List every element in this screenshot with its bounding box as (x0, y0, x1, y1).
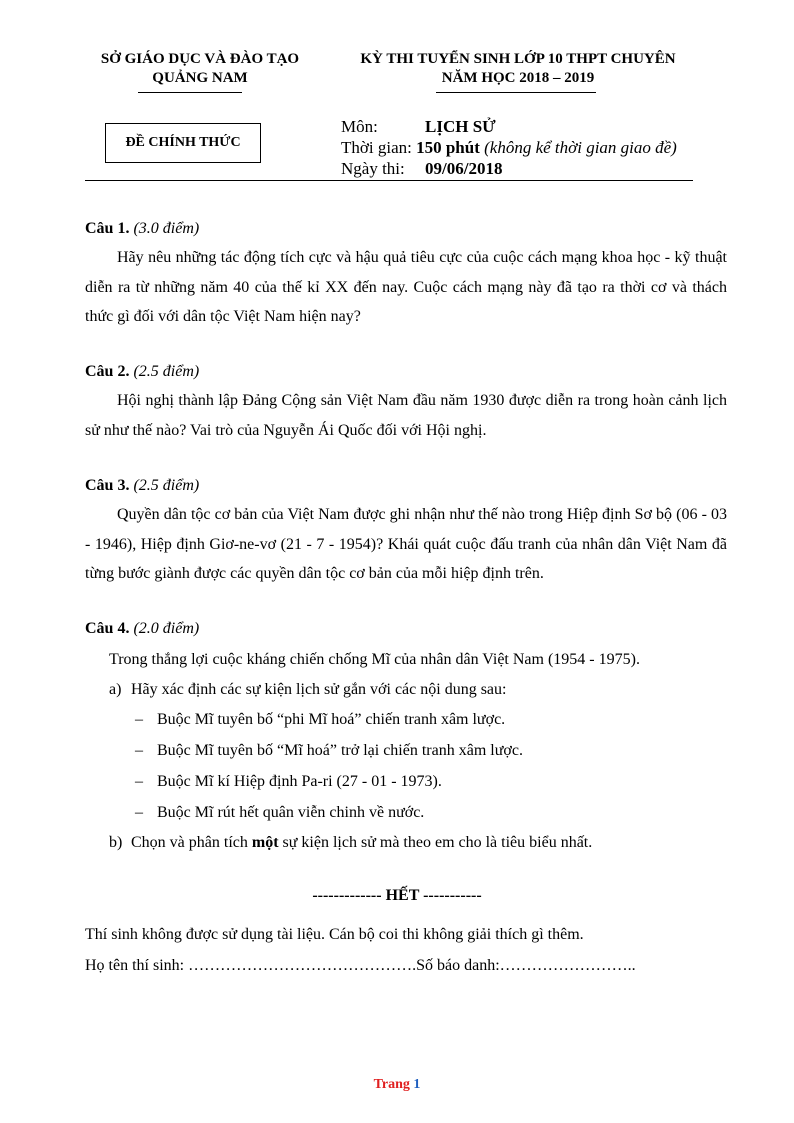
page-footer (0, 1077, 794, 1093)
part-b-pre: Chọn và phân tích (131, 834, 252, 851)
time-label: Thời gian: (341, 138, 412, 157)
dash-bullet: – (135, 804, 143, 821)
subject-label: Môn: (341, 117, 378, 136)
department-line1: SỞ GIÁO DỤC VÀ ĐÀO TẠO (100, 51, 300, 67)
question-4-intro: Trong thắng lợi cuộc kháng chiến chống Mĩ của nhân dân Việt Nam (1954 - 1975). (109, 651, 640, 668)
question-2-heading (85, 361, 199, 383)
subject-value: LỊCH SỬ (425, 117, 496, 136)
dash-bullet: – (135, 711, 143, 728)
question-title: Câu 1. (85, 220, 130, 237)
exam-line2: NĂM HỌC 2018 – 2019 (441, 70, 595, 86)
part-b-bold: một (251, 834, 279, 851)
department-underline (138, 92, 242, 93)
question-4-heading (85, 618, 199, 640)
exam-header (328, 50, 708, 88)
part-b-label: b) (109, 834, 123, 851)
question-points: (3.0 điểm) (133, 220, 200, 237)
dash-bullet: – (135, 742, 143, 759)
page-number: 1 (413, 1077, 421, 1092)
question-title: Câu 4. (85, 620, 130, 637)
time-row (341, 137, 677, 158)
official-exam-label: ĐỀ CHÍNH THỨC (125, 135, 241, 150)
question-3-heading (85, 475, 199, 497)
bullet-text: Buộc Mĩ tuyên bố “phi Mĩ hoá” chiến tranh xâm lược. (157, 711, 506, 728)
candidate-info-line: Họ tên thí sinh: …………………………………….Số báo danh:…………………….. (85, 957, 636, 974)
date-label: Ngày thi: (341, 159, 405, 178)
subject-row (341, 116, 496, 137)
question-3-text: Quyền dân tộc cơ bản của Việt Nam được ghi nhận như thế nào trong Hiệp định Sơ bộ (06 - 03 - 1946), Hiệp định Giơ-ne-vơ (21 - 7 - 1954)? Khái quát cuộc đấu tranh của nhân dân Việt Nam đã từng bước giành được các quyền dân tộc cơ bản của mỗi hiệp định trên. (85, 506, 727, 582)
question-2-text: Hội nghị thành lập Đảng Cộng sản Việt Nam đầu năm 1930 được diễn ra trong hoàn cảnh lịch sử như thế nào? Vai trò của Nguyễn Ái Quốc đối với Hội nghị. (85, 392, 727, 439)
exam-line1: KỲ THI TUYỂN SINH LỚP 10 THPT CHUYÊN (360, 51, 676, 67)
part-a-label: a) (109, 681, 122, 698)
page-label: Trang (373, 1077, 410, 1092)
question-4-part-a (109, 679, 506, 701)
list-item (135, 740, 523, 762)
part-a-text: Hãy xác định các sự kiện lịch sử gắn với các nội dung sau: (131, 681, 507, 698)
department-line2: QUẢNG NAM (152, 70, 248, 86)
time-note: (không kể thời gian giao đề) (484, 138, 677, 157)
header-divider (85, 180, 693, 181)
date-row (341, 158, 502, 179)
dash-bullet: – (135, 773, 143, 790)
time-value: 150 phút (416, 138, 480, 157)
department-header (84, 50, 316, 88)
list-item (135, 709, 505, 731)
bullet-text: Buộc Mĩ rút hết quân viễn chinh về nước. (157, 804, 425, 821)
list-item (135, 771, 442, 793)
list-item (135, 802, 424, 824)
exam-underline (436, 92, 596, 93)
notice-text: Thí sinh không được sử dụng tài liệu. Cán bộ coi thi không giải thích gì thêm. (85, 926, 584, 943)
question-title: Câu 3. (85, 477, 130, 494)
end-marker: ------------- HẾT ----------- (312, 887, 482, 904)
part-b-post: sự kiện lịch sử mà theo em cho là tiêu biểu nhất. (278, 834, 593, 851)
bullet-text: Buộc Mĩ tuyên bố “Mĩ hoá” trở lại chiến tranh xâm lược. (157, 742, 523, 759)
question-1-text: Hãy nêu những tác động tích cực và hậu quả tiêu cực của cuộc cách mạng khoa học - kỹ thuật diễn ra từ những năm 40 của thế kỉ XX đến nay. Cuộc cách mạng này đã tạo ra thời cơ và thách thức gì đối với dân tộc Việt Nam hiện nay? (85, 249, 727, 325)
question-1-heading (85, 218, 199, 240)
question-points: (2.0 điểm) (133, 620, 200, 637)
question-4-part-b (109, 832, 592, 854)
question-title: Câu 2. (85, 363, 130, 380)
bullet-text: Buộc Mĩ kí Hiệp định Pa-ri (27 - 01 - 1973). (157, 773, 442, 790)
question-points: (2.5 điểm) (133, 477, 200, 494)
date-value: 09/06/2018 (425, 159, 503, 178)
question-points: (2.5 điểm) (133, 363, 200, 380)
official-exam-box (105, 123, 261, 163)
